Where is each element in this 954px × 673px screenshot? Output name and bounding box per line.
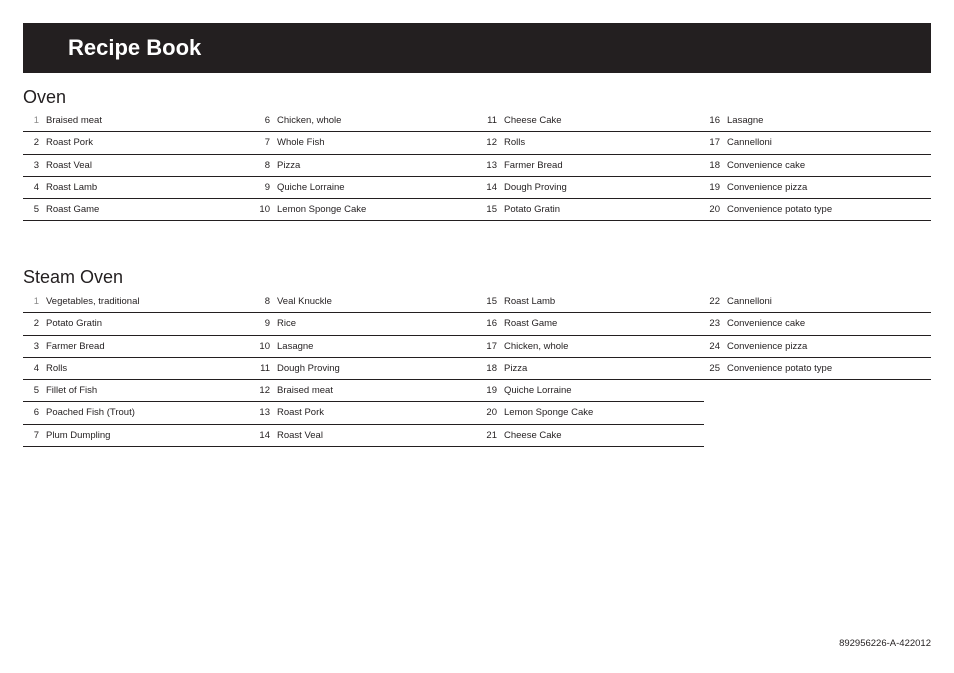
recipe-number: 3 bbox=[33, 159, 39, 171]
recipe-name: Chicken, whole bbox=[504, 340, 569, 352]
recipe-number: 16 bbox=[709, 115, 720, 126]
recipe-row bbox=[477, 313, 704, 335]
recipe-row bbox=[23, 358, 250, 380]
recipe-row bbox=[477, 425, 704, 447]
recipe-name: Convenience potato type bbox=[727, 362, 833, 374]
recipe-row bbox=[23, 313, 250, 335]
recipe-number: 11 bbox=[260, 362, 270, 374]
recipe-name: Convenience cake bbox=[727, 159, 806, 171]
recipe-row bbox=[250, 336, 477, 358]
recipe-row bbox=[477, 291, 704, 313]
recipe-row bbox=[23, 110, 250, 132]
steam-oven-column-3 bbox=[477, 291, 704, 447]
recipe-row bbox=[704, 291, 931, 313]
recipe-number: 7 bbox=[264, 137, 270, 149]
recipe-row bbox=[704, 358, 931, 380]
recipe-name: Cheese Cake bbox=[504, 429, 562, 441]
recipe-number: 6 bbox=[264, 115, 270, 126]
recipe-name: Rolls bbox=[46, 362, 68, 374]
recipe-name: Roast Veal bbox=[46, 159, 92, 171]
recipe-row bbox=[477, 199, 704, 221]
recipe-row bbox=[477, 177, 704, 199]
recipe-name: Quiche Lorraine bbox=[504, 385, 572, 397]
recipe-number: 8 bbox=[264, 159, 270, 171]
recipe-name: Convenience pizza bbox=[727, 340, 808, 352]
recipe-name: Pizza bbox=[277, 159, 301, 171]
oven-column-4 bbox=[704, 110, 931, 221]
section-title-steam-oven: Steam Oven bbox=[23, 267, 124, 287]
recipe-name: Rice bbox=[277, 318, 297, 330]
recipe-name: Braised meat bbox=[46, 115, 102, 126]
recipe-number: 20 bbox=[486, 407, 497, 419]
recipe-number: 15 bbox=[486, 204, 497, 216]
recipe-number: 5 bbox=[33, 385, 39, 397]
recipe-name: Cannelloni bbox=[727, 296, 772, 307]
recipe-row bbox=[23, 402, 250, 424]
recipe-number: 25 bbox=[709, 362, 720, 374]
recipe-number: 4 bbox=[33, 362, 39, 374]
recipe-row bbox=[23, 155, 250, 177]
recipe-name: Farmer Bread bbox=[504, 159, 563, 171]
recipe-number: 3 bbox=[33, 340, 39, 352]
recipe-number: 10 bbox=[259, 340, 270, 352]
recipe-row bbox=[250, 380, 477, 402]
steam-oven-column-2 bbox=[250, 291, 477, 447]
recipe-name: Poached Fish (Trout) bbox=[46, 407, 135, 419]
recipe-number: 11 bbox=[487, 115, 497, 126]
recipe-row bbox=[250, 155, 477, 177]
recipe-name: Lemon Sponge Cake bbox=[277, 204, 367, 216]
recipe-name: Chicken, whole bbox=[277, 115, 342, 126]
recipe-name: Farmer Bread bbox=[46, 340, 105, 352]
recipe-row bbox=[704, 110, 931, 132]
recipe-row bbox=[477, 358, 704, 380]
recipe-number: 22 bbox=[709, 296, 720, 307]
recipe-number: 13 bbox=[486, 159, 497, 171]
recipe-name: Convenience potato type bbox=[727, 204, 833, 216]
recipe-row bbox=[23, 425, 250, 447]
recipe-name: Dough Proving bbox=[277, 362, 340, 374]
steam-oven-column-1 bbox=[23, 291, 250, 447]
recipe-row bbox=[704, 177, 931, 199]
recipe-number: 6 bbox=[33, 407, 39, 419]
recipe-number: 24 bbox=[709, 340, 720, 352]
recipe-row bbox=[250, 132, 477, 154]
recipe-row bbox=[477, 380, 704, 402]
recipe-row bbox=[250, 291, 477, 313]
recipe-row bbox=[23, 291, 250, 313]
recipe-number: 15 bbox=[486, 296, 497, 307]
recipe-name: Plum Dumpling bbox=[46, 429, 111, 441]
recipe-number: 9 bbox=[264, 318, 270, 330]
recipe-name: Roast Game bbox=[46, 204, 100, 216]
recipe-number: 1 bbox=[33, 115, 39, 126]
recipe-row bbox=[250, 358, 477, 380]
recipe-row bbox=[704, 313, 931, 335]
recipe-name: Braised meat bbox=[277, 385, 333, 397]
page-title: Recipe Book bbox=[68, 35, 202, 60]
recipe-number: 17 bbox=[709, 137, 720, 149]
recipe-name: Lasagne bbox=[727, 115, 764, 126]
recipe-name: Potato Gratin bbox=[46, 318, 102, 330]
recipe-number: 7 bbox=[33, 429, 39, 441]
recipe-number: 12 bbox=[259, 385, 270, 397]
recipe-number: 18 bbox=[709, 159, 720, 171]
recipe-row bbox=[250, 199, 477, 221]
recipe-row bbox=[23, 177, 250, 199]
recipe-row bbox=[704, 336, 931, 358]
recipe-row bbox=[23, 132, 250, 154]
recipe-number: 9 bbox=[264, 181, 270, 193]
recipe-number: 20 bbox=[709, 204, 720, 216]
recipe-name: Roast Pork bbox=[46, 137, 93, 149]
recipe-row bbox=[23, 380, 250, 402]
recipe-name: Cheese Cake bbox=[504, 115, 562, 126]
recipe-name: Roast Lamb bbox=[504, 296, 556, 307]
recipe-number: 18 bbox=[486, 362, 497, 374]
recipe-row bbox=[477, 132, 704, 154]
recipe-row bbox=[250, 425, 477, 447]
recipe-name: Rolls bbox=[504, 137, 526, 149]
recipe-name: Lasagne bbox=[277, 340, 314, 352]
recipe-row bbox=[250, 402, 477, 424]
oven-column-2 bbox=[250, 110, 477, 221]
recipe-row bbox=[23, 336, 250, 358]
recipe-number: 17 bbox=[486, 340, 497, 352]
recipe-number: 23 bbox=[709, 318, 720, 330]
recipe-name: Roast Veal bbox=[277, 429, 323, 441]
recipe-name: Convenience cake bbox=[727, 318, 806, 330]
recipe-row bbox=[250, 110, 477, 132]
recipe-name: Pizza bbox=[504, 362, 528, 374]
recipe-row bbox=[250, 177, 477, 199]
recipe-number: 2 bbox=[33, 318, 39, 330]
recipe-name: Whole Fish bbox=[277, 137, 325, 149]
recipe-name: Convenience pizza bbox=[727, 181, 808, 193]
recipe-name: Roast Lamb bbox=[46, 181, 98, 193]
recipe-name: Cannelloni bbox=[727, 137, 772, 149]
recipe-number: 14 bbox=[259, 429, 270, 441]
recipe-name: Roast Pork bbox=[277, 407, 324, 419]
recipe-name: Quiche Lorraine bbox=[277, 181, 345, 193]
steam-oven-column-4 bbox=[704, 291, 931, 380]
recipe-number: 10 bbox=[259, 204, 270, 216]
recipe-number: 19 bbox=[486, 385, 497, 397]
recipe-name: Lemon Sponge Cake bbox=[504, 407, 594, 419]
recipe-name: Veal Knuckle bbox=[277, 296, 332, 307]
recipe-row bbox=[477, 402, 704, 424]
recipe-number: 4 bbox=[33, 181, 39, 193]
recipe-name: Roast Game bbox=[504, 318, 558, 330]
document-code: 892956226-A-422012 bbox=[839, 638, 931, 649]
recipe-row bbox=[250, 313, 477, 335]
oven-column-3 bbox=[477, 110, 704, 221]
recipe-number: 19 bbox=[709, 181, 720, 193]
recipe-number: 14 bbox=[486, 181, 497, 193]
recipe-number: 21 bbox=[486, 429, 497, 441]
recipe-number: 12 bbox=[486, 137, 497, 149]
recipe-row bbox=[477, 336, 704, 358]
recipe-number: 8 bbox=[264, 296, 270, 307]
oven-column-1 bbox=[23, 110, 250, 221]
section-title-oven: Oven bbox=[23, 87, 67, 107]
recipe-number: 5 bbox=[33, 204, 39, 216]
recipe-row bbox=[704, 132, 931, 154]
recipe-name: Fillet of Fish bbox=[46, 385, 98, 397]
recipe-name: Vegetables, traditional bbox=[46, 296, 140, 307]
recipe-row bbox=[477, 110, 704, 132]
recipe-number: 2 bbox=[33, 137, 39, 149]
recipe-number: 16 bbox=[486, 318, 497, 330]
recipe-name: Potato Gratin bbox=[504, 204, 560, 216]
header-bar bbox=[23, 23, 931, 73]
recipe-name: Dough Proving bbox=[504, 181, 567, 193]
recipe-row bbox=[704, 199, 931, 221]
recipe-row bbox=[477, 155, 704, 177]
recipe-row bbox=[704, 155, 931, 177]
recipe-number: 1 bbox=[33, 296, 39, 307]
recipe-number: 13 bbox=[259, 407, 270, 419]
recipe-row bbox=[23, 199, 250, 221]
